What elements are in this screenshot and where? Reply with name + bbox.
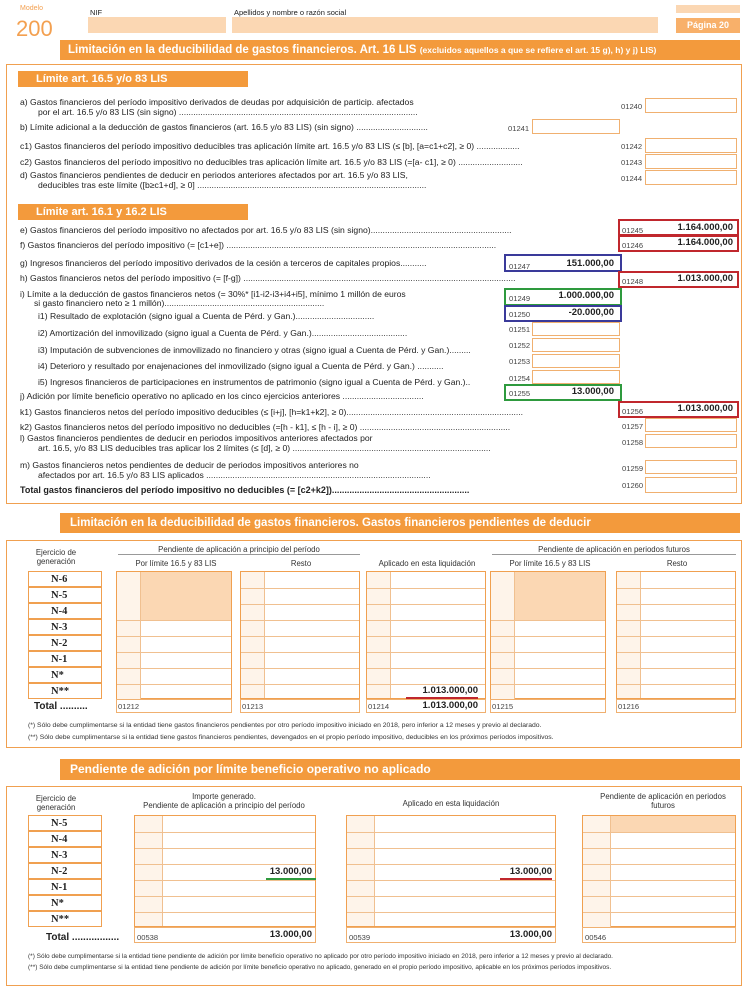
code-01242: 01242 [621, 142, 643, 151]
sec3-ejercicio-header: Ejercicio de generación [35, 794, 77, 812]
gen-n-star: N* [28, 667, 102, 683]
subsection-limite-16-5: Límite art. 16.5 y/o 83 LIS [18, 71, 248, 87]
section1-title: Limitación en la deducibilidad de gastos financieros. Art. 16 LIS [68, 44, 417, 56]
section2-title-bar [60, 513, 740, 533]
row-i3-label: i3) Imputación de subvenciones de inmovilizado no financiero y otras (signo igual a Cuenta de Pérd. y Gan.)......... [38, 345, 471, 355]
gen-n-2: N-2 [28, 635, 102, 651]
row-d-label-1: d) Gastos financieros pendientes de deducir en periodos anteriores afectados por art. 16.5 y/o 83 LIS, [20, 170, 408, 180]
sec3-col-futuros[interactable] [582, 815, 736, 927]
sec2-porlimite-header-1: Por límite 16.5 y 83 LIS [135, 559, 217, 568]
row-j-label: j) Adición por límite beneficio operativo no aplicado en los cinco ejercicios anteriores .................................. [20, 391, 424, 401]
row-c2-label: c2) Gastos financieros del período impositivo no deducibles tras aplicación límite art. 16.5 y/o 83 LIS (=[a- c1], ≥ 0) ........................... [20, 157, 523, 167]
sec2-pend-principio-rule [118, 554, 360, 555]
sec2-aplicado-header: Aplicado en esta liquidación [378, 559, 476, 568]
sec2-aplicado-nstar2-value: 1.013.000,00 [422, 685, 478, 696]
section1-title-bar [60, 40, 740, 60]
field-01258[interactable] [645, 434, 737, 448]
code-01257: 01257 [622, 422, 644, 431]
sec3-note-1: (*) Sólo debe cumplimentarse si la entidad tiene pendiente de adición por límite beneficio operativo no aplicado por otro período impositivo iniciado en 2018, pero inferior a 12 meses y previo al declarado. [28, 953, 613, 960]
code-01255: 01255 [509, 389, 531, 398]
field-01259[interactable] [645, 460, 737, 474]
sec3-aplicado-n2-value: 13.000,00 [509, 866, 552, 877]
row-i-label-1: i) Límite a la deducción de gastos financieros netos (= 30%* [i1-i2-i3+i4+i5], mínimo 1 millón de euros [20, 289, 406, 299]
sec2-pend-futuros-rule [492, 554, 736, 555]
sec3-importe-underline [266, 878, 316, 880]
row-i5-label: i5) Ingresos financieros de participaciones en instrumentos de patrimonio (signo igual a Cuenta de Pérd. y Gan.).. [38, 377, 471, 387]
sec3-aplicado-header: Aplicado en esta liquidación [402, 799, 500, 808]
code-01249: 01249 [509, 294, 531, 303]
row-b-label: b) Límite adicional a la deducción de gastos financieros (art. 16.5 y/o 83 LIS) (sin signo) .............................. [20, 122, 428, 132]
row-i-label-2: si gasto financiero neto ≥ 1 millón)................................................................... [34, 298, 325, 308]
code-01251: 01251 [509, 325, 531, 334]
sec2-porlimite-header-2: Por límite 16.5 y 83 LIS [509, 559, 591, 568]
gen-n-star2: N** [28, 683, 102, 699]
sec3-importe-header-2: Pendiente de aplicación a principio del período [143, 801, 305, 810]
row-i2-label: i2) Amortización del inmovilizado (signo igual a Cuenta de Pérd. y Gan.)........................................ [38, 328, 408, 338]
gen3-n-2: N-2 [28, 863, 102, 879]
code-01248: 01248 [622, 277, 644, 286]
sec2-pend-principio-header: Pendiente de aplicación a principio del período [158, 545, 320, 554]
highlight-01255 [504, 384, 622, 401]
code-01258: 01258 [622, 438, 644, 447]
highlight-01250 [504, 305, 622, 322]
section1-title-note: (excluidos aquellos a que se refiere el art. 15 g), h) y j) LIS) [419, 45, 657, 55]
gen3-n-star: N* [28, 895, 102, 911]
sec3-aplicado-total-value: 13.000,00 [509, 929, 552, 940]
code-01213: 01213 [242, 702, 264, 711]
name-label: Apellidos y nombre o razón social [234, 8, 347, 17]
name-field[interactable] [232, 17, 658, 33]
sec2-aplicado-total-value: 1.013.000,00 [422, 700, 478, 711]
highlight-01249 [504, 288, 622, 306]
sec2-total-label: Total .......... [34, 701, 88, 712]
code-01253: 01253 [509, 357, 531, 366]
sec3-note-2: (**) Sólo debe cumplimentarse si la entidad tiene pendiente de adición por límite beneficio operativo no aplicado, generado en el propio período impositivo, aplicable en los próximos períodos impositivos. [28, 964, 612, 971]
row-c1-label: c1) Gastos financieros del período impositivo deducibles tras aplicación límite art. 16.5 y/o 83 LIS (≤ [b], [a=c1+c2], ≥ 0) .................. [20, 141, 520, 151]
code-01214: 01214 [368, 702, 390, 711]
code-00546: 00546 [585, 933, 607, 942]
value-01256: 1.013.000,00 [677, 403, 733, 414]
row-f-label: f) Gastos financieros del período impositivo (= [c1+e]) ................................................................................................................. [20, 240, 497, 250]
gen3-n-1: N-1 [28, 879, 102, 895]
field-01260[interactable] [645, 477, 737, 493]
sec3-importe-header: Importe generado. [192, 792, 256, 801]
code-01241: 01241 [508, 124, 530, 133]
row-h-label: h) Gastos financieros netos del período impositivo (= [f-g]) .................................................................................................................. [20, 273, 516, 283]
code-01245: 01245 [622, 226, 644, 235]
subsection-limite-16-1: Límite art. 16.1 y 16.2 LIS [18, 204, 248, 220]
code-01240: 01240 [621, 102, 643, 111]
field-01251[interactable] [532, 322, 620, 336]
value-01245: 1.164.000,00 [677, 222, 733, 233]
highlight-01256 [618, 401, 739, 418]
code-01244: 01244 [621, 174, 643, 183]
row-i4-label: i4) Deterioro y resultado por enajenaciones del inmovilizado (signo igual a Cuenta de Pérd. y Gan.) ........... [38, 361, 444, 371]
gen3-n-5: N-5 [28, 815, 102, 831]
field-01241[interactable] [532, 119, 620, 134]
section3-title: Pendiente de adición por límite beneficio operativo no aplicado [70, 762, 431, 776]
row-a-label-2: por el art. 16.5 y/o 83 LIS (sin signo) .................................................................................................... [38, 107, 418, 117]
code-01259: 01259 [622, 464, 644, 473]
row-g-label: g) Ingresos financieros del período impositivo derivados de la cesión a terceros de capitales propios........... [20, 258, 427, 268]
gen3-n-star2: N** [28, 911, 102, 927]
gen-n-5: N-5 [28, 587, 102, 603]
row-k1-label: k1) Gastos financieros netos del período impositivo deducibles (≤ [i+j], [h=k1+k2], ≥ 0).......................................................................... [20, 407, 524, 417]
code-01260: 01260 [622, 481, 644, 490]
nif-label: NIF [90, 8, 103, 17]
value-01248: 1.013.000,00 [677, 273, 733, 284]
code-01246: 01246 [622, 241, 644, 250]
row-e-label: e) Gastos financieros del período impositivo no afectados por art. 16.5 y/o 83 LIS (sin signo)........................................................... [20, 225, 512, 235]
field-01240[interactable] [645, 98, 737, 113]
sec2-pend-futuros-header: Pendiente de aplicación en periodos futuros [538, 545, 690, 554]
sec2-ejercicio-header: Ejercicio de generación [35, 548, 77, 566]
row-m-label-1: m) Gastos financieros netos pendientes de deducir de periodos impositivos anteriores no [20, 460, 359, 470]
sec2-col-resto-futuros[interactable] [616, 571, 736, 699]
sec3-aplicado-underline [500, 878, 552, 880]
code-01215: 01215 [492, 702, 514, 711]
code-01256: 01256 [622, 407, 644, 416]
sec3-futuros-header: Pendiente de aplicación en periodos futuros [600, 792, 726, 810]
row-k2-label: k2) Gastos financieros netos del período impositivo no deducibles (=[h - k1], ≤ [h - i], ≥ 0) ............................................................... [20, 422, 511, 432]
code-01243: 01243 [621, 158, 643, 167]
gen-n-3: N-3 [28, 619, 102, 635]
code-01247: 01247 [509, 262, 531, 271]
highlight-01247 [504, 254, 622, 272]
field-01257[interactable] [645, 418, 737, 432]
code-00538: 00538 [137, 933, 159, 942]
code-01254: 01254 [509, 374, 531, 383]
row-l-label-2: art. 16.5, y/o 83 LIS deducibles tras aplicar los 2 límites (≤ [d], ≥ 0) ................................................................................... [38, 443, 491, 453]
highlight-01248 [618, 271, 739, 288]
highlight-01245 [618, 219, 739, 236]
sec2-generation-list [28, 571, 102, 703]
field-01252[interactable] [532, 338, 620, 352]
row-i1-label: i1) Resultado de explotación (signo igual a Cuenta de Pérd. y Gan.)................................. [38, 311, 375, 321]
gen-n-6: N-6 [28, 571, 102, 587]
modelo-label: Modelo [20, 5, 43, 12]
page-badge: Página 20 [676, 18, 740, 33]
row-m-label-2: afectados por art. 16.5 y/o 83 LIS aplicados .............................................................................................. [38, 470, 431, 480]
section3-title-bar [60, 759, 740, 780]
field-01253[interactable] [532, 354, 620, 368]
gen3-n-4: N-4 [28, 831, 102, 847]
sec2-note-2: (**) Sólo debe cumplimentarse si la entidad tiene gastos financieros pendientes, devengados en el propio período impositivo, deducibles en los próximos períodos impositivos. [28, 734, 554, 741]
gen3-n-3: N-3 [28, 847, 102, 863]
page-top-strip [676, 5, 740, 13]
sec2-col-porlimite-principio[interactable] [116, 571, 232, 699]
field-01254[interactable] [532, 370, 620, 384]
code-01212: 01212 [118, 702, 140, 711]
sec3-total-label: Total ................. [46, 932, 120, 943]
row-l-label-1: l) Gastos financieros pendientes de deducir en periodos impositivos anteriores afectados por [20, 433, 373, 443]
highlight-01246 [618, 235, 739, 252]
nif-field[interactable] [88, 17, 226, 33]
sec2-resto-header-2: Resto [666, 559, 688, 568]
value-01247: 151.000,00 [566, 258, 614, 269]
field-01244[interactable] [645, 170, 737, 185]
modelo-number: 200 [16, 16, 53, 41]
value-01255: 13.000,00 [571, 386, 614, 397]
code-01216: 01216 [618, 702, 640, 711]
value-01250: -20.000,00 [568, 307, 614, 318]
row-total-label: Total gastos financieros del período impositivo no deducibles (= [c2+k2])....................................................... [20, 485, 470, 495]
field-01243[interactable] [645, 154, 737, 169]
code-01250: 01250 [509, 310, 531, 319]
row-a-label-1: a) Gastos financieros del período impositivo derivados de deudas por adquisición de particip. afectados [20, 97, 414, 107]
sec2-note-1: (*) Sólo debe cumplimentarse si la entidad tiene gastos financieros pendientes por otro período impositivo iniciado en 2018, pero inferior a 12 meses y previo al declarado. [28, 722, 542, 729]
gen-n-4: N-4 [28, 603, 102, 619]
sec3-importe-n2-value: 13.000,00 [269, 866, 312, 877]
code-00539: 00539 [349, 933, 371, 942]
sec2-col-aplicado[interactable] [366, 571, 486, 699]
code-01252: 01252 [509, 341, 531, 350]
sec2-col-resto-principio[interactable] [240, 571, 360, 699]
sec2-resto-header-1: Resto [290, 559, 312, 568]
value-01249: 1.000.000,00 [558, 290, 614, 301]
value-01246: 1.164.000,00 [677, 237, 733, 248]
sec2-col-porlimite-futuros[interactable] [490, 571, 606, 699]
section2-title: Limitación en la deducibilidad de gastos financieros. Gastos financieros pendientes de deducir [70, 517, 591, 529]
sec3-importe-total-value: 13.000,00 [269, 929, 312, 940]
gen-n-1: N-1 [28, 651, 102, 667]
row-d-label-2: deducibles tras este límite ([b≥c1+d], ≥ 0] ................................................................................................ [38, 180, 427, 190]
field-01242[interactable] [645, 138, 737, 153]
sec3-generation-list [28, 815, 102, 927]
